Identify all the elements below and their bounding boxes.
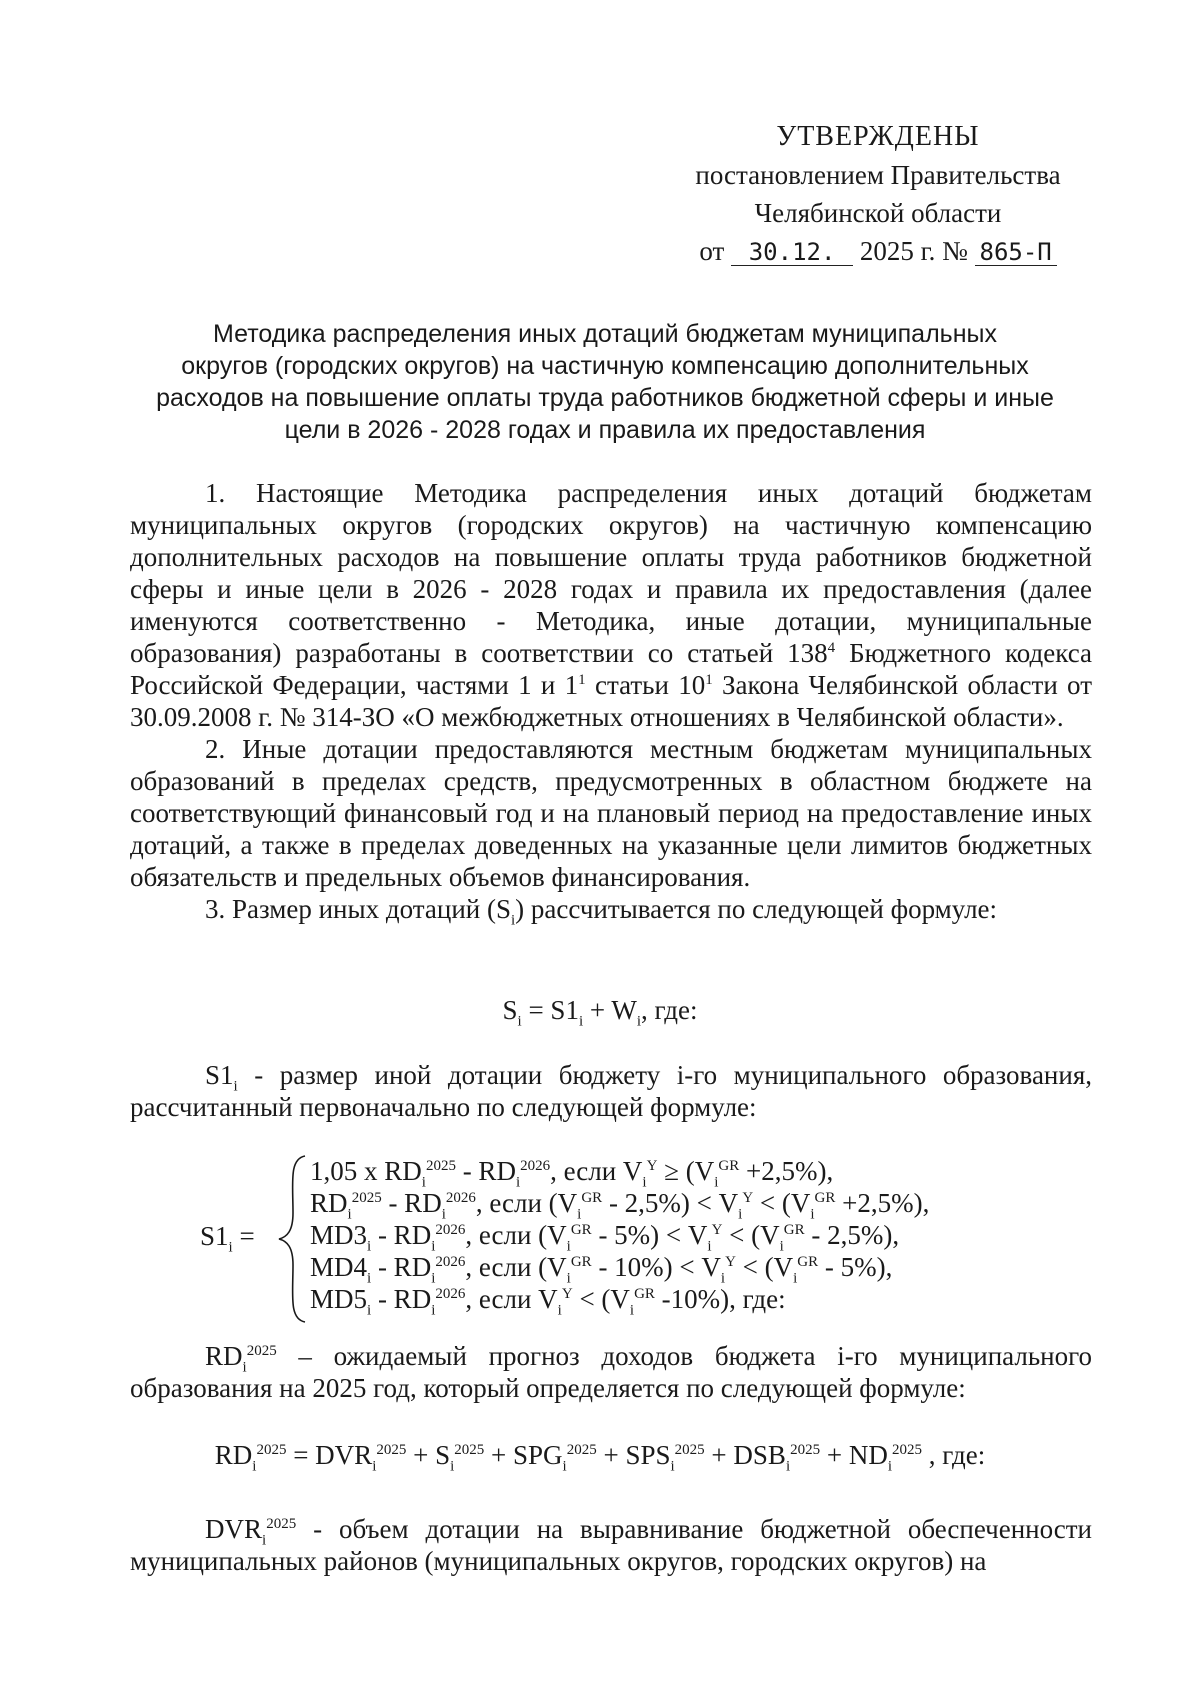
c3-sup-b: 2026 xyxy=(435,1222,466,1238)
c1-sup-d: GR xyxy=(718,1158,740,1174)
f2-nd: + ND xyxy=(820,1440,888,1470)
c4-sub-a: i xyxy=(367,1270,372,1287)
rd-lead-sub: i xyxy=(242,1359,247,1376)
c5e: -10%), где: xyxy=(654,1284,786,1314)
paragraph-s1-definition xyxy=(130,1059,1092,1123)
heading-line-2: округов (городских округов) на частичную компенсацию дополнительных xyxy=(181,352,1029,380)
c2-sup-c: GR xyxy=(581,1190,603,1206)
p3-sub: i xyxy=(511,912,516,929)
piecewise-cases xyxy=(310,1155,930,1319)
f1-plus: + W xyxy=(583,995,637,1025)
f2-sub-4: i xyxy=(562,1458,567,1475)
c2-sub-e: i xyxy=(810,1206,815,1223)
c4-sup-c: GR xyxy=(570,1254,592,1270)
f1-eq: = S1 xyxy=(521,995,579,1025)
formula-rd xyxy=(0,1440,1200,1475)
heading-line-4: цели в 2026 - 2028 годах и правила их предоставления xyxy=(284,416,926,444)
c5-sub-b: i xyxy=(431,1302,436,1319)
s1-lead-sub: i xyxy=(233,1078,238,1095)
c4c: , если (V xyxy=(465,1252,567,1282)
c2-sup-d: Y xyxy=(742,1190,754,1206)
c3-sub-a: i xyxy=(367,1238,372,1255)
c4-sub-e: i xyxy=(793,1270,798,1287)
approval-date-line xyxy=(668,232,1088,270)
rd-lead-sup: 2025 xyxy=(246,1343,277,1359)
c2-sup-e: GR xyxy=(814,1190,836,1206)
c4-sub-c: i xyxy=(566,1270,571,1287)
dvr-lead: DVR xyxy=(205,1514,263,1544)
f2-sup-2: 2025 xyxy=(376,1442,407,1458)
c2-sup-b: 2026 xyxy=(445,1190,476,1206)
c2b: - RD xyxy=(381,1188,442,1218)
p1-text-c: статьи 10 xyxy=(585,670,706,700)
c1-sub-c: i xyxy=(642,1174,647,1191)
c5-sub-c: i xyxy=(557,1302,562,1319)
c2d: - 2,5%) < V xyxy=(602,1188,739,1218)
s1-text: - размер иной дотации бюджету i-го муниципального образования, рассчитанный первоначально по следующей формуле: xyxy=(130,1060,1092,1122)
paragraph-dvr-definition xyxy=(130,1513,1092,1577)
f2-sub-5: i xyxy=(670,1458,675,1475)
f2-tail: , где: xyxy=(922,1440,986,1470)
heading-line-1: Методика распределения иных дотаций бюджетам муниципальных xyxy=(213,320,997,348)
f2-dsb: + DSB xyxy=(704,1440,786,1470)
dvr-lead-sub: i xyxy=(262,1532,267,1549)
f2-sub-3: i xyxy=(450,1458,455,1475)
c4e: < (V xyxy=(735,1252,794,1282)
f2-spg: + SPG xyxy=(484,1440,563,1470)
date-prefix: от xyxy=(699,236,725,266)
c5-sup-d: GR xyxy=(634,1286,655,1302)
c1c: , если V xyxy=(550,1156,643,1186)
piecewise-formula xyxy=(200,1153,1020,1328)
paragraph-3 xyxy=(130,893,1092,929)
c2-sub-b: i xyxy=(441,1206,446,1223)
case-3 xyxy=(310,1219,929,1255)
c1-sup-a: 2025 xyxy=(425,1158,456,1174)
f2-s: + S xyxy=(406,1440,451,1470)
paragraph-2: 2. Иные дотации предоставляются местным бюджетам муниципальных образований в пределах средств, предусмотренных в областном бюджете на соответствующий финансовый год и на плановый период на предоставление иных дотаций, а также в пределах доведенных на указанные цели лимитов бюджетных обязательств и предельных объемов финансирования. xyxy=(130,734,1092,892)
dvr-text: - объем дотации на выравнивание бюджетной обеспеченности муниципальных районов (муниципальных округов, городских округов) на xyxy=(130,1514,1092,1576)
c3d: - 5%) < V xyxy=(591,1220,708,1250)
heading-line-3: расходов на повышение оплаты труда работников бюджетной сферы и иные xyxy=(156,384,1054,412)
rd-text: – ожидаемый прогноз доходов бюджета i-го муниципального образования на 2025 год, который определяется по следующей формуле: xyxy=(130,1341,1092,1403)
dvr-lead-sup: 2025 xyxy=(266,1516,297,1532)
p1-text-a: 1. Настоящие Методика распределения иных дотаций бюджетам муниципальных округов (городских округов) на частичную компенсацию дополнительных расходов на повышение оплаты труда работников бюджетной сферы и иные цели в 2026 - 2028 годах и правила их предоставления (далее именуются соответственно - Методика, иные дотации, муниципальные образования) разработаны в соответствии со статьей 138 xyxy=(130,478,1092,668)
f2-sub-7: i xyxy=(887,1458,893,1475)
f1-sub: i xyxy=(517,1013,522,1030)
c5d: < (V xyxy=(572,1284,630,1314)
f1-sub-3: i xyxy=(636,1013,642,1030)
s1-lead: S1 xyxy=(205,1060,234,1090)
f2-sub-1: i xyxy=(252,1458,257,1475)
approval-line-1: постановлением Правительства xyxy=(695,160,1061,190)
p1-text-b: Бюджетного кодекса Российской Федерации, частями 1 и 1 xyxy=(130,638,1092,700)
paragraph-1 xyxy=(130,477,1092,733)
c2-sub-c: i xyxy=(577,1206,582,1223)
c1a: 1,05 x RD xyxy=(310,1156,422,1186)
c3c: , если (V xyxy=(465,1220,567,1250)
c5a: MD5 xyxy=(310,1284,368,1314)
c5c: , если V xyxy=(465,1284,558,1314)
case-4 xyxy=(310,1251,929,1287)
f2-sup-4: 2025 xyxy=(566,1442,597,1458)
c4f: - 5%), xyxy=(818,1252,893,1282)
f2-sup-6: 2025 xyxy=(790,1442,821,1458)
c4-sup-e: GR xyxy=(797,1254,819,1270)
c3a: MD3 xyxy=(310,1220,368,1250)
c4-sub-d: i xyxy=(720,1270,726,1287)
case-1 xyxy=(310,1155,929,1191)
p1-sup-b: 1 xyxy=(578,672,586,688)
c2c: , если (V xyxy=(475,1188,578,1218)
paragraph-rd-definition xyxy=(130,1340,1092,1404)
f2-sup-1: 2025 xyxy=(256,1442,287,1458)
f2-sub-2: i xyxy=(372,1458,377,1475)
c5b: - RD xyxy=(371,1284,432,1314)
c3-sub-e: i xyxy=(779,1238,784,1255)
handwritten-date: 30.12. xyxy=(731,239,853,266)
rd-lead: RD xyxy=(205,1341,243,1371)
lhs-eq: = xyxy=(232,1221,255,1251)
formula-si xyxy=(0,995,1200,1030)
c4-sup-b: 2026 xyxy=(435,1254,466,1270)
c2-sub-a: i xyxy=(347,1206,352,1223)
f2-sup-3: 2025 xyxy=(454,1442,485,1458)
curly-brace-icon xyxy=(275,1153,311,1325)
piecewise-lhs xyxy=(200,1221,255,1256)
p1-text-d: Закона Челябинской области от 30.09.2008 г. № 314-ЗО «О межбюджетных отношениях в Челябинской области». xyxy=(130,670,1092,732)
f2-sub-6: i xyxy=(785,1458,791,1475)
c1-sup-b: 2026 xyxy=(520,1158,551,1174)
c4-sup-d: Y xyxy=(725,1254,736,1270)
handwritten-number: 865-П xyxy=(975,239,1057,266)
c4-sub-b: i xyxy=(431,1270,436,1287)
case-2 xyxy=(310,1187,930,1223)
c2-sup-a: 2025 xyxy=(351,1190,382,1206)
f1-tail: , где: xyxy=(641,995,698,1025)
c3-sub-d: i xyxy=(707,1238,712,1255)
document-heading xyxy=(140,318,1070,446)
c2-sub-d: i xyxy=(738,1206,743,1223)
approval-stamp xyxy=(668,118,1088,270)
approval-line-2: Челябинской области xyxy=(754,198,1002,228)
f2-rd: RD xyxy=(214,1440,253,1470)
case-5 xyxy=(310,1283,929,1319)
lhs-s1: S1 xyxy=(200,1221,229,1251)
f2-sup-5: 2025 xyxy=(674,1442,705,1458)
c3-sub-b: i xyxy=(431,1238,436,1255)
f1-s: S xyxy=(502,995,518,1025)
f2-dvr: = DVR xyxy=(286,1440,373,1470)
p3-text-b: ) рассчитывается по следующей формуле: xyxy=(515,894,998,924)
c3-sub-c: i xyxy=(566,1238,571,1255)
c1-sub-a: i xyxy=(421,1174,426,1191)
lhs-sub: i xyxy=(228,1239,233,1256)
c3-sup-e: GR xyxy=(783,1222,805,1238)
body-text xyxy=(130,477,1092,929)
c3b: - RD xyxy=(371,1220,432,1250)
p1-sup-c: 1 xyxy=(705,672,713,688)
f2-sup-7: 2025 xyxy=(892,1442,923,1458)
approval-title: УТВЕРЖДЕНЫ xyxy=(776,121,980,152)
c4d: - 10%) < V xyxy=(591,1252,721,1282)
p3-text-a: 3. Размер иных дотаций (S xyxy=(205,894,511,924)
c5-sub-d: i xyxy=(629,1302,635,1319)
c5-sup-b: 2026 xyxy=(435,1286,466,1302)
c5-sup-c: Y xyxy=(561,1286,573,1302)
c1e: +2,5%), xyxy=(739,1156,834,1186)
c3-sup-d: Y xyxy=(711,1222,723,1238)
c1-sup-c: Y xyxy=(646,1158,658,1174)
c1-sub-d: i xyxy=(714,1174,719,1191)
c3f: - 2,5%), xyxy=(804,1220,900,1250)
c3-sup-c: GR xyxy=(570,1222,592,1238)
f1-sub-2: i xyxy=(578,1013,584,1030)
c4b: - RD xyxy=(371,1252,432,1282)
c5-sub-a: i xyxy=(367,1302,372,1319)
c1d: ≥ (V xyxy=(657,1156,715,1186)
c2f: +2,5%), xyxy=(835,1188,930,1218)
c2e: < (V xyxy=(753,1188,811,1218)
year-number-label: 2025 г. № xyxy=(859,236,968,266)
c3e: < (V xyxy=(722,1220,780,1250)
c4a: MD4 xyxy=(310,1252,368,1282)
p1-sup-a: 4 xyxy=(827,640,836,656)
c2a: RD xyxy=(310,1188,348,1218)
f2-sps: + SPS xyxy=(596,1440,671,1470)
c1-sub-b: i xyxy=(515,1174,521,1191)
c1b: - RD xyxy=(455,1156,516,1186)
